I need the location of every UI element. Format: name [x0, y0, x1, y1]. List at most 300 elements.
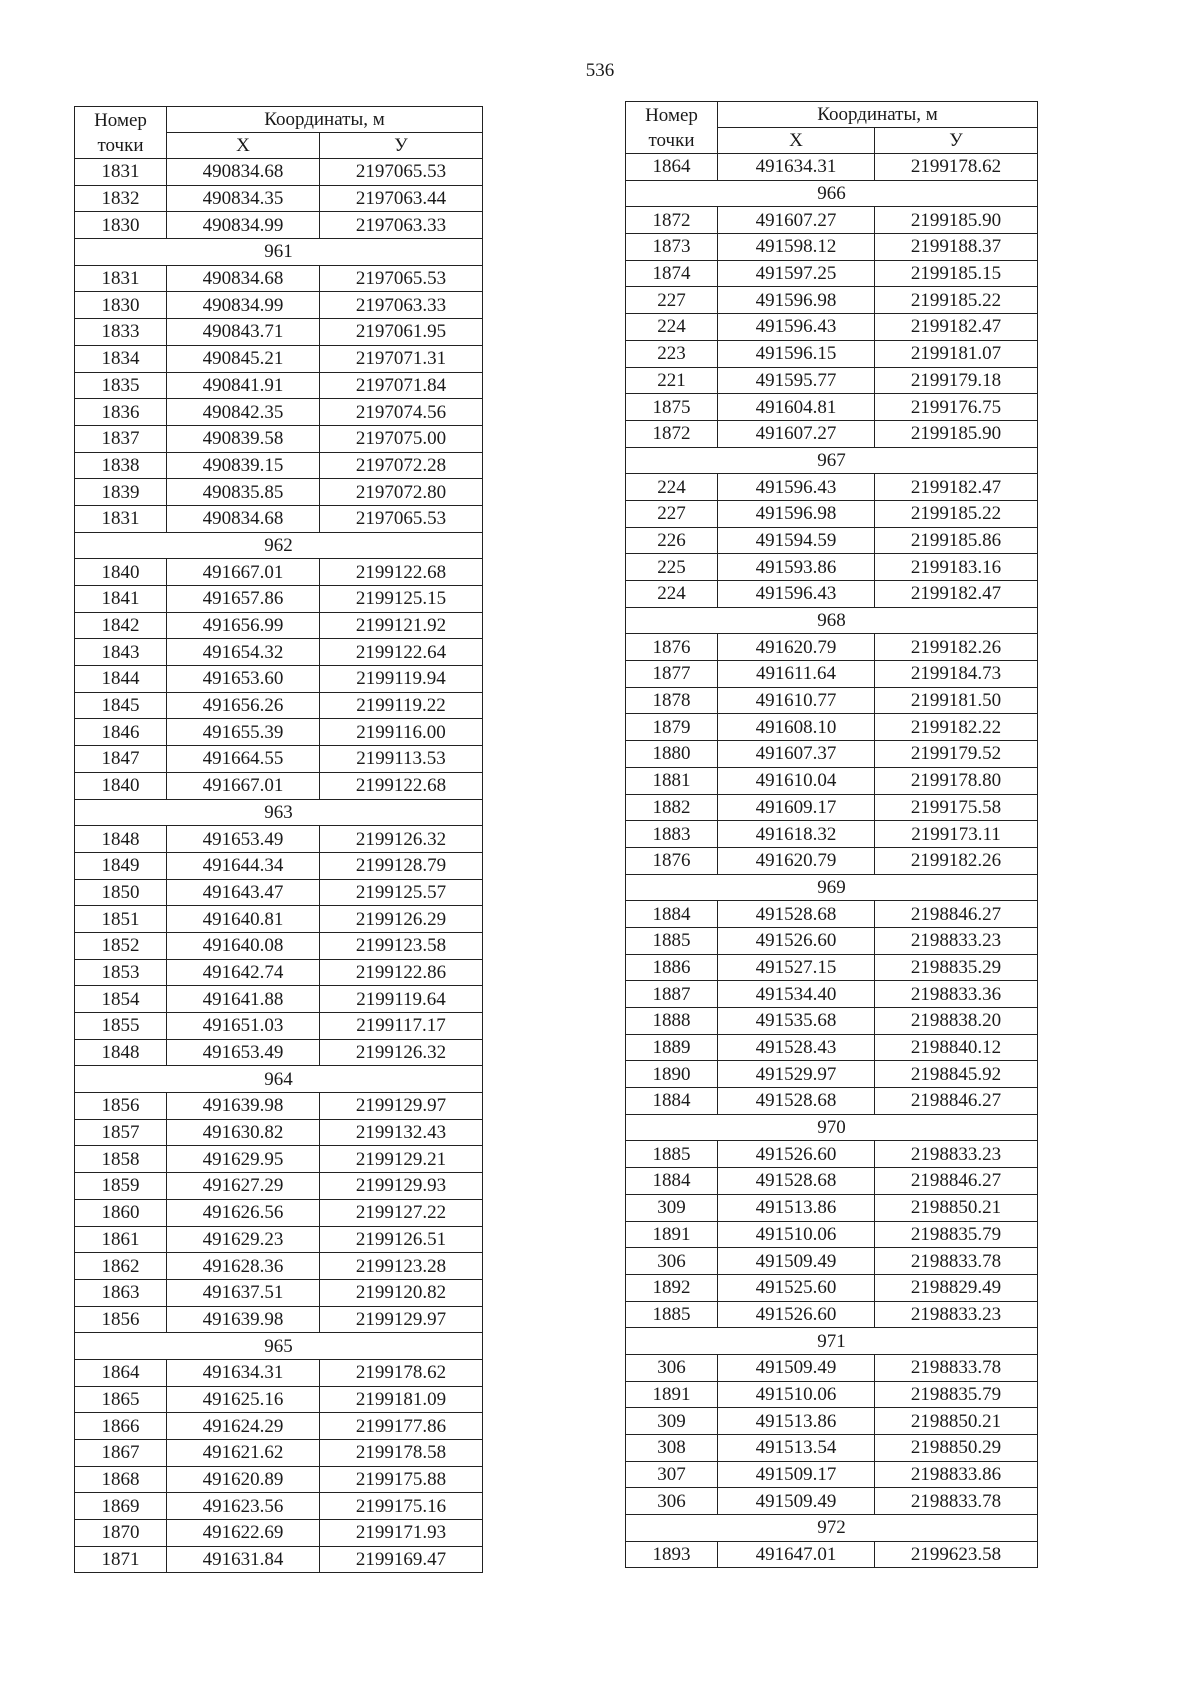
y-coordinate-cell: 2199179.18	[875, 367, 1038, 394]
point-number-cell: 308	[626, 1435, 718, 1462]
table-row	[75, 292, 483, 319]
table-row	[626, 1541, 1038, 1568]
y-coordinate-cell: 2199126.29	[320, 906, 483, 933]
x-coordinate-cell: 491528.68	[718, 1088, 875, 1115]
table-row	[75, 559, 483, 586]
point-number-cell: 1839	[75, 479, 167, 506]
point-number-cell: 1857	[75, 1119, 167, 1146]
point-number-cell: 1831	[75, 159, 167, 186]
table-row	[626, 714, 1038, 741]
point-number-cell: 227	[626, 500, 718, 527]
x-coordinate-cell: 490834.35	[167, 185, 320, 212]
table-row	[75, 772, 483, 799]
table-row	[626, 1301, 1038, 1328]
y-coordinate-cell: 2199185.90	[875, 207, 1038, 234]
section-row	[626, 607, 1038, 634]
y-coordinate-cell: 2199181.07	[875, 340, 1038, 367]
section-row	[626, 180, 1038, 207]
y-coordinate-cell: 2198845.92	[875, 1061, 1038, 1088]
x-coordinate-cell: 491631.84	[167, 1546, 320, 1573]
point-number-cell: 227	[626, 287, 718, 314]
table-row	[75, 906, 483, 933]
table-row	[626, 634, 1038, 661]
table-row	[626, 954, 1038, 981]
y-coordinate-cell: 2198846.27	[875, 901, 1038, 928]
table-row	[626, 420, 1038, 447]
y-coordinate-cell: 2198833.23	[875, 1301, 1038, 1328]
table-row	[75, 1119, 483, 1146]
x-coordinate-cell: 491509.49	[718, 1248, 875, 1275]
point-number-cell: 1867	[75, 1440, 167, 1467]
x-coordinate-cell: 491607.27	[718, 420, 875, 447]
point-number-cell: 1854	[75, 986, 167, 1013]
x-coordinate-cell: 491513.54	[718, 1435, 875, 1462]
y-coordinate-cell: 2199182.47	[875, 474, 1038, 501]
section-row	[626, 447, 1038, 474]
y-coordinate-cell: 2198833.23	[875, 927, 1038, 954]
y-coordinate-cell: 2197071.31	[320, 345, 483, 372]
x-coordinate-cell: 491653.60	[167, 666, 320, 693]
y-coordinate-cell: 2199178.80	[875, 767, 1038, 794]
x-coordinate-cell: 491596.43	[718, 581, 875, 608]
y-coordinate-cell: 2198846.27	[875, 1088, 1038, 1115]
x-coordinate-cell: 490834.68	[167, 159, 320, 186]
x-coordinate-cell: 491647.01	[718, 1541, 875, 1568]
table-row	[626, 1435, 1038, 1462]
x-coordinate-cell: 491528.68	[718, 901, 875, 928]
point-number-cell: 1877	[626, 661, 718, 688]
table-row	[75, 1520, 483, 1547]
x-coordinate-cell: 491595.77	[718, 367, 875, 394]
table-row	[626, 927, 1038, 954]
y-coordinate-cell: 2199182.47	[875, 314, 1038, 341]
point-number-cell: 1869	[75, 1493, 167, 1520]
x-coordinate-cell: 491593.86	[718, 554, 875, 581]
x-coordinate-cell: 491626.56	[167, 1199, 320, 1226]
x-coordinate-cell: 490835.85	[167, 479, 320, 506]
y-coordinate-cell: 2199126.51	[320, 1226, 483, 1253]
point-number-cell: 226	[626, 527, 718, 554]
x-coordinate-cell: 491618.32	[718, 821, 875, 848]
point-number-cell: 1830	[75, 292, 167, 319]
section-row	[75, 532, 483, 559]
point-number-cell: 1871	[75, 1546, 167, 1573]
y-coordinate-cell: 2197072.80	[320, 479, 483, 506]
x-coordinate-cell: 491642.74	[167, 959, 320, 986]
x-coordinate-cell: 491594.59	[718, 527, 875, 554]
point-number-cell: 306	[626, 1248, 718, 1275]
y-coordinate-cell: 2199182.26	[875, 847, 1038, 874]
table-row	[626, 287, 1038, 314]
x-coordinate-cell: 491653.49	[167, 1039, 320, 1066]
x-coordinate-cell: 491509.17	[718, 1461, 875, 1488]
y-coordinate-cell: 2198846.27	[875, 1168, 1038, 1195]
point-number-cell: 1846	[75, 719, 167, 746]
table-row	[626, 1168, 1038, 1195]
y-coordinate-cell: 2199184.73	[875, 661, 1038, 688]
x-coordinate-cell: 491639.98	[167, 1306, 320, 1333]
x-coordinate-cell: 490834.99	[167, 292, 320, 319]
y-coordinate-cell: 2197063.33	[320, 212, 483, 239]
point-number-cell: 1870	[75, 1520, 167, 1547]
y-coordinate-cell: 2198840.12	[875, 1034, 1038, 1061]
y-coordinate-cell: 2199185.22	[875, 287, 1038, 314]
x-coordinate-cell: 491657.86	[167, 586, 320, 613]
x-coordinate-cell: 491651.03	[167, 1013, 320, 1040]
section-number: 962	[75, 532, 483, 559]
x-coordinate-cell: 491604.81	[718, 394, 875, 421]
y-coordinate-cell: 2199182.47	[875, 581, 1038, 608]
y-coordinate-cell: 2199181.50	[875, 687, 1038, 714]
x-coordinate-cell: 491509.49	[718, 1488, 875, 1515]
table-row	[626, 314, 1038, 341]
point-number-cell: 1863	[75, 1279, 167, 1306]
table-row	[626, 1461, 1038, 1488]
y-coordinate-cell: 2197063.33	[320, 292, 483, 319]
table-row	[75, 932, 483, 959]
table-row	[626, 794, 1038, 821]
point-number-cell: 1861	[75, 1226, 167, 1253]
x-coordinate-cell: 491639.98	[167, 1093, 320, 1120]
table-row	[626, 1354, 1038, 1381]
y-coordinate-cell: 2199178.62	[875, 154, 1038, 181]
x-coordinate-cell: 491596.15	[718, 340, 875, 367]
point-number-cell: 1850	[75, 879, 167, 906]
y-coordinate-cell: 2199132.43	[320, 1119, 483, 1146]
table-row	[75, 425, 483, 452]
y-coordinate-cell: 2197061.95	[320, 319, 483, 346]
table-row	[75, 319, 483, 346]
table-row	[75, 959, 483, 986]
point-number-cell: 1848	[75, 1039, 167, 1066]
x-coordinate-cell: 491654.32	[167, 639, 320, 666]
point-number-cell: 1848	[75, 826, 167, 853]
y-coordinate-cell: 2199123.58	[320, 932, 483, 959]
x-coordinate-cell: 491656.26	[167, 692, 320, 719]
y-coordinate-cell: 2199175.16	[320, 1493, 483, 1520]
table-row	[75, 852, 483, 879]
y-coordinate-cell: 2198833.36	[875, 981, 1038, 1008]
x-coordinate-cell: 491620.79	[718, 634, 875, 661]
point-number-cell: 1866	[75, 1413, 167, 1440]
x-coordinate-cell: 491598.12	[718, 234, 875, 261]
table-row	[75, 826, 483, 853]
point-number-cell: 1887	[626, 981, 718, 1008]
x-coordinate-cell: 491667.01	[167, 772, 320, 799]
x-coordinate-cell: 491529.97	[718, 1061, 875, 1088]
point-number-cell: 1873	[626, 234, 718, 261]
x-coordinate-cell: 491624.29	[167, 1413, 320, 1440]
y-coordinate-cell: 2199116.00	[320, 719, 483, 746]
y-coordinate-cell: 2198838.20	[875, 1008, 1038, 1035]
y-coordinate-cell: 2199169.47	[320, 1546, 483, 1573]
x-header: X	[718, 128, 875, 154]
y-coordinate-cell: 2199178.58	[320, 1440, 483, 1467]
x-coordinate-cell: 491611.64	[718, 661, 875, 688]
section-row	[626, 874, 1038, 901]
y-coordinate-cell: 2199182.22	[875, 714, 1038, 741]
y-coordinate-cell: 2198850.21	[875, 1194, 1038, 1221]
point-number-cell: 1853	[75, 959, 167, 986]
x-coordinate-cell: 491620.79	[718, 847, 875, 874]
x-coordinate-cell: 491607.37	[718, 741, 875, 768]
x-coordinate-cell: 491528.68	[718, 1168, 875, 1195]
table-row	[75, 452, 483, 479]
table-row	[626, 1008, 1038, 1035]
x-coordinate-cell: 490843.71	[167, 319, 320, 346]
coordinates-header: Координаты, м	[718, 102, 1038, 128]
table-row	[75, 479, 483, 506]
table-row	[75, 586, 483, 613]
x-coordinate-cell: 491513.86	[718, 1194, 875, 1221]
table-row	[626, 554, 1038, 581]
point-number-cell: 1882	[626, 794, 718, 821]
point-number-cell: 1890	[626, 1061, 718, 1088]
y-coordinate-cell: 2199122.86	[320, 959, 483, 986]
point-number-cell: 1884	[626, 901, 718, 928]
y-coordinate-cell: 2199125.57	[320, 879, 483, 906]
point-number-cell: 1886	[626, 954, 718, 981]
table-row	[75, 1359, 483, 1386]
section-number: 966	[626, 180, 1038, 207]
table-row	[75, 1226, 483, 1253]
point-number-cell: 1891	[626, 1221, 718, 1248]
y-coordinate-cell: 2198833.78	[875, 1248, 1038, 1275]
x-coordinate-cell: 491629.23	[167, 1226, 320, 1253]
y-coordinate-cell: 2199125.15	[320, 586, 483, 613]
x-coordinate-cell: 491510.06	[718, 1221, 875, 1248]
point-number-cell: 307	[626, 1461, 718, 1488]
x-coordinate-cell: 491627.29	[167, 1173, 320, 1200]
table-row	[75, 719, 483, 746]
point-number-cell: 1885	[626, 1301, 718, 1328]
y-coordinate-cell: 2199117.17	[320, 1013, 483, 1040]
section-number: 968	[626, 607, 1038, 634]
point-number-cell: 1851	[75, 906, 167, 933]
table-row	[626, 1248, 1038, 1275]
section-row	[75, 799, 483, 826]
y-coordinate-cell: 2198833.78	[875, 1354, 1038, 1381]
x-coordinate-cell: 491610.04	[718, 767, 875, 794]
section-number: 967	[626, 447, 1038, 474]
section-row	[626, 1515, 1038, 1542]
y-coordinate-cell: 2199121.92	[320, 612, 483, 639]
table-row	[626, 1408, 1038, 1435]
x-coordinate-cell: 491630.82	[167, 1119, 320, 1146]
point-number-cell: 1852	[75, 932, 167, 959]
x-coordinate-cell: 490834.99	[167, 212, 320, 239]
table-row	[75, 1413, 483, 1440]
point-number-cell: 309	[626, 1408, 718, 1435]
point-number-cell: 1834	[75, 345, 167, 372]
point-number-cell: 1872	[626, 207, 718, 234]
table-row	[75, 639, 483, 666]
y-coordinate-cell: 2197075.00	[320, 425, 483, 452]
table-row	[626, 1194, 1038, 1221]
x-coordinate-cell: 491628.36	[167, 1253, 320, 1280]
x-coordinate-cell: 491634.31	[167, 1359, 320, 1386]
x-coordinate-cell: 491625.16	[167, 1386, 320, 1413]
y-coordinate-cell: 2199126.32	[320, 1039, 483, 1066]
table-row	[626, 234, 1038, 261]
y-coordinate-cell: 2197065.53	[320, 505, 483, 532]
y-coordinate-cell: 2199185.86	[875, 527, 1038, 554]
table-row	[75, 1013, 483, 1040]
point-number-cell: 1831	[75, 265, 167, 292]
x-coordinate-cell: 491525.60	[718, 1274, 875, 1301]
x-coordinate-cell: 491534.40	[718, 981, 875, 1008]
table-row	[626, 154, 1038, 181]
point-number-cell: 223	[626, 340, 718, 367]
y-coordinate-cell: 2197072.28	[320, 452, 483, 479]
point-number-cell: 1836	[75, 399, 167, 426]
x-coordinate-cell: 490834.68	[167, 505, 320, 532]
section-row	[626, 1114, 1038, 1141]
point-number-cell: 1883	[626, 821, 718, 848]
point-number-cell: 1835	[75, 372, 167, 399]
x-coordinate-cell: 491664.55	[167, 746, 320, 773]
point-number-cell: 1876	[626, 634, 718, 661]
table-row	[75, 1093, 483, 1120]
table-row	[75, 1386, 483, 1413]
y-coordinate-cell: 2198850.29	[875, 1435, 1038, 1462]
x-coordinate-cell: 491526.60	[718, 927, 875, 954]
table-row	[626, 1034, 1038, 1061]
point-number-cell: 1849	[75, 852, 167, 879]
x-coordinate-cell: 491509.49	[718, 1354, 875, 1381]
page-number: 536	[585, 60, 615, 81]
table-row	[75, 1279, 483, 1306]
table-row	[75, 746, 483, 773]
y-coordinate-cell: 2198850.21	[875, 1408, 1038, 1435]
point-number-cell: 1856	[75, 1306, 167, 1333]
table-row	[626, 901, 1038, 928]
point-number-cell: 1864	[626, 154, 718, 181]
table-row	[75, 345, 483, 372]
table-row	[75, 1173, 483, 1200]
table-row	[75, 1253, 483, 1280]
point-number-cell: 1875	[626, 394, 718, 421]
section-number: 964	[75, 1066, 483, 1093]
y-coordinate-cell: 2198829.49	[875, 1274, 1038, 1301]
point-number-cell: 1838	[75, 452, 167, 479]
section-row	[75, 239, 483, 266]
section-row	[75, 1333, 483, 1360]
y-header: У	[320, 133, 483, 159]
table-row	[75, 1466, 483, 1493]
x-coordinate-cell: 491596.98	[718, 500, 875, 527]
table-row	[626, 847, 1038, 874]
table-row	[75, 879, 483, 906]
table-row	[75, 692, 483, 719]
point-number-cell: 1864	[75, 1359, 167, 1386]
point-number-cell: 306	[626, 1488, 718, 1515]
x-coordinate-cell: 491596.43	[718, 474, 875, 501]
point-number-cell: 221	[626, 367, 718, 394]
point-number-cell: 1856	[75, 1093, 167, 1120]
y-coordinate-cell: 2199185.22	[875, 500, 1038, 527]
table-row	[626, 260, 1038, 287]
point-number-cell: 1889	[626, 1034, 718, 1061]
point-number-cell: 1876	[626, 847, 718, 874]
coordinates-header: Координаты, м	[167, 107, 483, 133]
table-row	[626, 1088, 1038, 1115]
y-coordinate-cell: 2199127.22	[320, 1199, 483, 1226]
y-coordinate-cell: 2199188.37	[875, 234, 1038, 261]
y-coordinate-cell: 2199122.68	[320, 559, 483, 586]
point-number-cell: 1837	[75, 425, 167, 452]
y-coordinate-cell: 2199623.58	[875, 1541, 1038, 1568]
table-row	[626, 1061, 1038, 1088]
table-row	[75, 1039, 483, 1066]
x-coordinate-cell: 491596.98	[718, 287, 875, 314]
point-number-cell: 1842	[75, 612, 167, 639]
point-number-cell: 1862	[75, 1253, 167, 1280]
x-coordinate-cell: 490839.58	[167, 425, 320, 452]
point-number-cell: 1885	[626, 1141, 718, 1168]
table-row	[75, 185, 483, 212]
x-coordinate-cell: 490841.91	[167, 372, 320, 399]
point-number-cell: 1843	[75, 639, 167, 666]
y-coordinate-cell: 2199129.97	[320, 1306, 483, 1333]
y-coordinate-cell: 2197071.84	[320, 372, 483, 399]
x-coordinate-cell: 491667.01	[167, 559, 320, 586]
y-coordinate-cell: 2197065.53	[320, 159, 483, 186]
x-coordinate-cell: 491653.49	[167, 826, 320, 853]
x-coordinate-cell: 491629.95	[167, 1146, 320, 1173]
y-coordinate-cell: 2199119.94	[320, 666, 483, 693]
table-row	[626, 1488, 1038, 1515]
point-number-cell: 1855	[75, 1013, 167, 1040]
x-coordinate-cell: 491607.27	[718, 207, 875, 234]
table-row	[626, 981, 1038, 1008]
x-coordinate-cell: 491621.62	[167, 1440, 320, 1467]
table-row	[626, 741, 1038, 768]
y-coordinate-cell: 2199177.86	[320, 1413, 483, 1440]
table-row	[626, 394, 1038, 421]
x-coordinate-cell: 490842.35	[167, 399, 320, 426]
table-row	[626, 340, 1038, 367]
table-row	[75, 505, 483, 532]
table-row	[626, 1141, 1038, 1168]
point-number-cell: 1881	[626, 767, 718, 794]
x-coordinate-cell: 491513.86	[718, 1408, 875, 1435]
point-number-cell: 224	[626, 314, 718, 341]
y-coordinate-cell: 2199179.52	[875, 741, 1038, 768]
table-row	[75, 986, 483, 1013]
point-number-cell: 224	[626, 581, 718, 608]
x-coordinate-cell: 491640.08	[167, 932, 320, 959]
point-number-cell: 1841	[75, 586, 167, 613]
y-coordinate-cell: 2199126.32	[320, 826, 483, 853]
y-coordinate-cell: 2199176.75	[875, 394, 1038, 421]
y-coordinate-cell: 2199129.21	[320, 1146, 483, 1173]
point-number-cell: 309	[626, 1194, 718, 1221]
point-number-cell: 1874	[626, 260, 718, 287]
section-number: 970	[626, 1114, 1038, 1141]
x-coordinate-cell: 491526.60	[718, 1301, 875, 1328]
y-coordinate-cell: 2199185.90	[875, 420, 1038, 447]
x-coordinate-cell: 491535.68	[718, 1008, 875, 1035]
table-row	[626, 1274, 1038, 1301]
y-coordinate-cell: 2198833.78	[875, 1488, 1038, 1515]
section-number: 971	[626, 1328, 1038, 1355]
point-number-cell: 1893	[626, 1541, 718, 1568]
section-number: 972	[626, 1515, 1038, 1542]
x-coordinate-cell: 491643.47	[167, 879, 320, 906]
coordinates-table-left	[74, 106, 483, 1573]
table-row	[626, 581, 1038, 608]
